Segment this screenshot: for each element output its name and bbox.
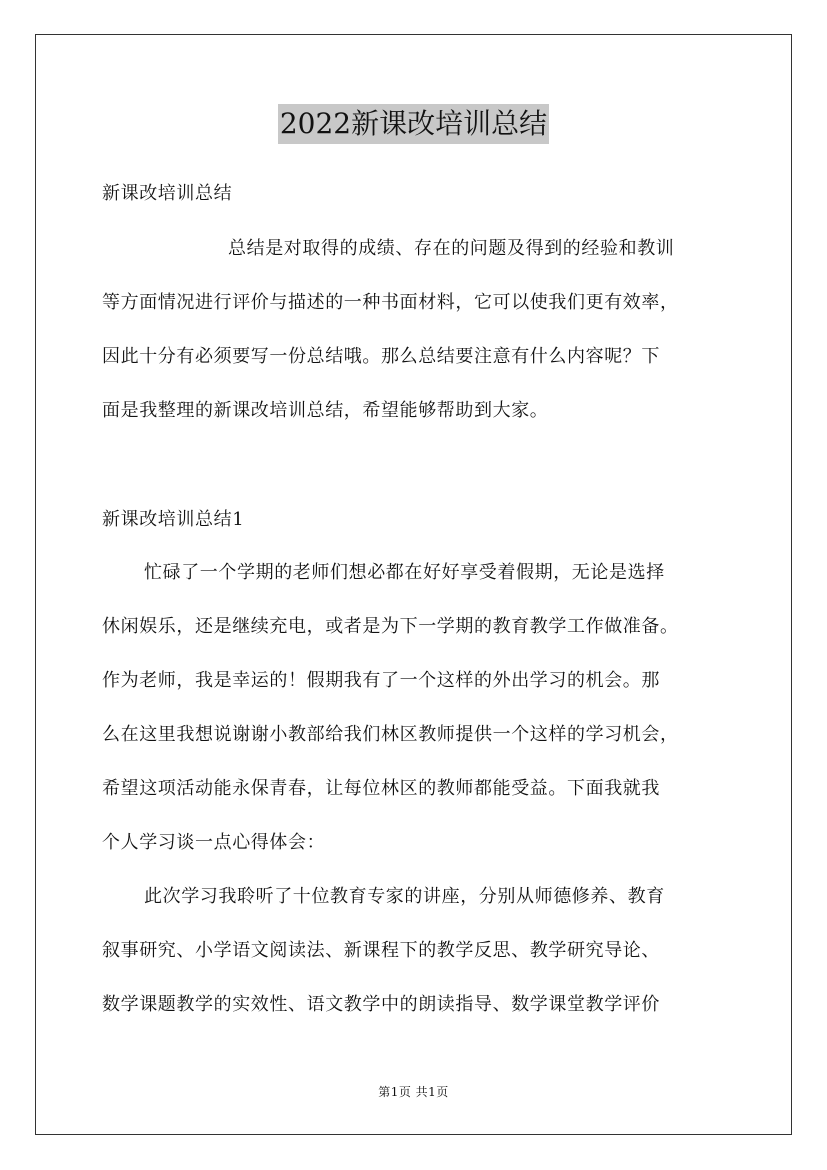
paragraph-line: 此次学习我聆听了十位教育专家的讲座，分别从师德修养、教育 [144, 886, 665, 907]
document-title: 2022新课改培训总结 [278, 104, 549, 144]
title-wrap [0, 104, 827, 144]
document-subtitle: 新课改培训总结 [102, 183, 233, 204]
paragraph-line: 作为老师，我是幸运的！假期我有了一个这样的外出学习的机会。那 [102, 670, 660, 691]
paragraph-line: 叙事研究、小学语文阅读法、新课程下的教学反思、教学研究导论、 [102, 940, 660, 961]
intro-line: 面是我整理的新课改培训总结，希望能够帮助到大家。 [102, 400, 549, 421]
intro-line: 等方面情况进行评价与描述的一种书面材料，它可以使我们更有效率， [102, 292, 679, 313]
page-footer: 第1页 共1页 [378, 1085, 449, 1099]
paragraph-line: 休闲娱乐，还是继续充电，或者是为下一学期的教育教学工作做准备。 [102, 616, 679, 637]
intro-line: 总结是对取得的成绩、存在的问题及得到的经验和教训 [228, 238, 675, 259]
paragraph-line: 么在这里我想说谢谢小教部给我们林区教师提供一个这样的学习机会， [102, 724, 679, 745]
paragraph-line: 忙碌了一个学期的老师们想必都在好好享受着假期，无论是选择 [144, 562, 665, 583]
section-heading: 新课改培训总结1 [102, 509, 245, 530]
paragraph-line: 希望这项活动能永保青春，让每位林区的教师都能受益。下面我就我 [102, 778, 660, 799]
paragraph-line: 个人学习谈一点心得体会： [102, 832, 326, 853]
intro-line: 因此十分有必须要写一份总结哦。那么总结要注意有什么内容呢？下 [102, 346, 660, 367]
paragraph-line: 数学课题教学的实效性、语文教学中的朗读指导、数学课堂教学评价 [102, 994, 660, 1015]
